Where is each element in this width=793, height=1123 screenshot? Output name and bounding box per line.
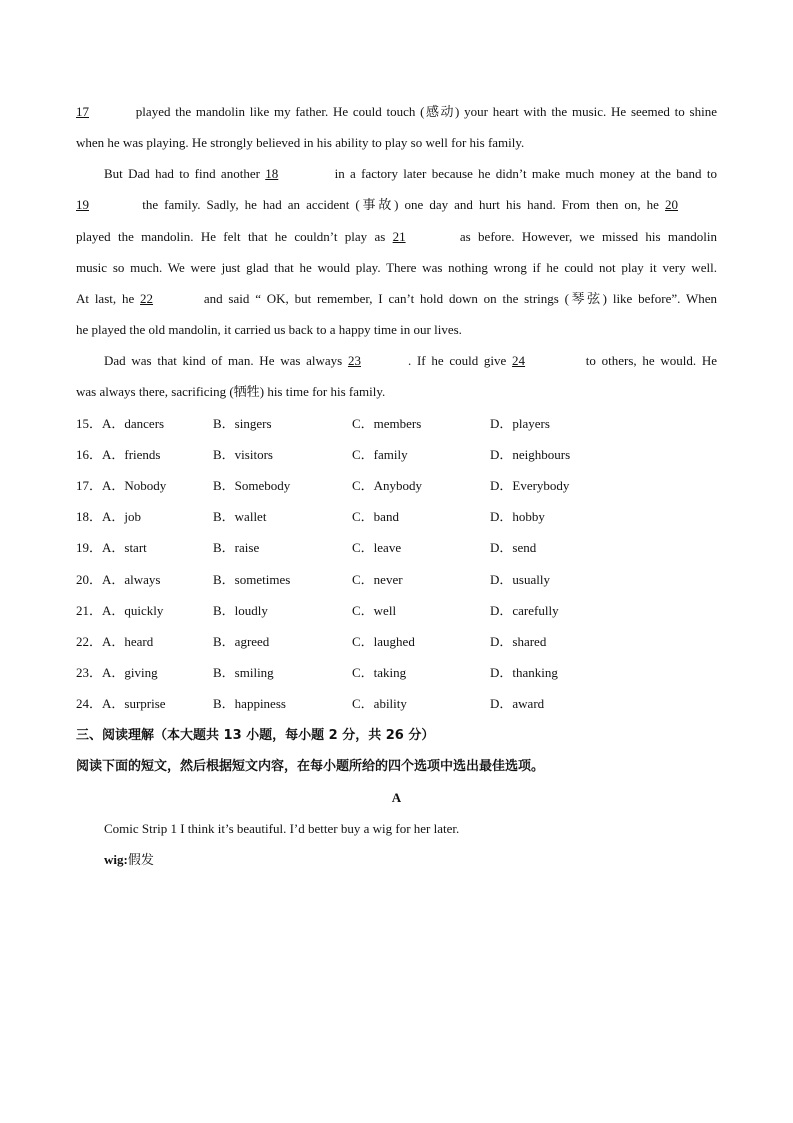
passage-line: music so much. We were just glad that he would play. There was nothing wrong if he could not play it very well.: [76, 260, 717, 275]
option-row-17: [76, 477, 717, 495]
option-row-22: [76, 633, 717, 651]
option-c[interactable]: C．band: [352, 509, 399, 524]
option-a[interactable]: 21．A．quickly: [76, 603, 164, 618]
option-b[interactable]: B．sometimes: [213, 572, 291, 587]
option-a[interactable]: 20．A．always: [76, 572, 161, 587]
blank-21: 21: [392, 229, 406, 244]
option-row-18: [76, 508, 717, 526]
passage-line: was always there, sacrificing (牺牲) his time for his family.: [76, 384, 386, 399]
option-b[interactable]: B．singers: [213, 416, 272, 431]
option-a[interactable]: 22．A．heard: [76, 634, 154, 649]
passage-line: when he was playing. He strongly believed in his ability to play so well for his family.: [76, 135, 525, 150]
option-b[interactable]: B．loudly: [213, 603, 268, 618]
option-c[interactable]: C．well: [352, 603, 397, 618]
option-d[interactable]: D．thanking: [490, 665, 558, 680]
option-a[interactable]: 17．A．Nobody: [76, 478, 167, 493]
option-d[interactable]: D．send: [490, 540, 537, 555]
section-title: 三、阅读理解（本大题共 13 小题，每小题 2 分，共 26 分）: [76, 728, 435, 743]
blank-20: 20: [665, 197, 678, 212]
vocab-gloss: [104, 851, 717, 869]
passage-line: 17 played the mandolin like my father. He could touch (感动) your heart with the music. He seemed to shine: [76, 104, 718, 119]
part-label: A: [391, 790, 402, 805]
passage-line: Dad was that kind of man. He was always 23 . If he could give 24 to others, he would. He: [104, 353, 717, 368]
option-d[interactable]: D．usually: [490, 572, 550, 587]
option-c[interactable]: C．laughed: [352, 634, 415, 649]
option-b[interactable]: B．raise: [213, 540, 260, 555]
gloss-definition: 假发: [127, 852, 154, 867]
passage-line: But Dad had to find another 18 in a factory later because he didn’t make much money at the band to: [104, 166, 717, 181]
option-b[interactable]: B．smiling: [213, 665, 274, 680]
option-row-21: [76, 602, 717, 620]
option-d[interactable]: D．neighbours: [490, 447, 571, 462]
gloss-term: wig:: [104, 852, 128, 867]
option-c[interactable]: C．ability: [352, 696, 407, 711]
option-row-24: [76, 695, 717, 713]
option-row-15: [76, 415, 717, 433]
option-d[interactable]: D．shared: [490, 634, 547, 649]
option-c[interactable]: C．never: [352, 572, 403, 587]
option-b[interactable]: B．visitors: [213, 447, 273, 462]
option-d[interactable]: D．hobby: [490, 509, 545, 524]
option-c[interactable]: C．Anybody: [352, 478, 423, 493]
blank-17: 17: [76, 104, 89, 119]
option-c[interactable]: C．members: [352, 416, 422, 431]
option-row-20: [76, 571, 717, 589]
option-d[interactable]: D．award: [490, 696, 545, 711]
passage-line: he played the old mandolin, it carried us back to a happy time in our lives.: [76, 322, 462, 337]
passage-line: 19 the family. Sadly, he had an accident (事故) one day and hurt his hand. From then on, he 20: [76, 196, 717, 214]
option-b[interactable]: B．agreed: [213, 634, 270, 649]
option-b[interactable]: B．happiness: [213, 696, 286, 711]
option-a[interactable]: 18．A．job: [76, 509, 142, 524]
blank-23: 23: [347, 353, 361, 368]
option-a[interactable]: 24．A．surprise: [76, 696, 166, 711]
blank-24: 24: [512, 353, 526, 368]
option-row-16: [76, 446, 717, 464]
passage-line: played the mandolin. He felt that he couldn’t play as 21 as before. However, we missed his mandolin: [76, 229, 717, 244]
option-a[interactable]: 15．A．dancers: [76, 416, 165, 431]
option-c[interactable]: C．family: [352, 447, 408, 462]
option-a[interactable]: 16．A．friends: [76, 447, 161, 462]
option-a[interactable]: 23．A．giving: [76, 665, 158, 680]
blank-22: 22: [140, 291, 154, 306]
option-c[interactable]: C．taking: [352, 665, 407, 680]
option-row-23: [76, 664, 717, 682]
blank-18: 18: [265, 166, 279, 181]
option-b[interactable]: B．Somebody: [213, 478, 291, 493]
comic-caption: Comic Strip 1 I think it’s beautiful. I’d better buy a wig for her later.: [104, 821, 460, 836]
section-instruction: 阅读下面的短文，然后根据短文内容，在每小题所给的四个选项中选出最佳选项。: [76, 759, 545, 774]
option-d[interactable]: D．players: [490, 416, 550, 431]
option-d[interactable]: D．Everybody: [490, 478, 570, 493]
option-d[interactable]: D．carefully: [490, 603, 559, 618]
option-b[interactable]: B．wallet: [213, 509, 267, 524]
option-a[interactable]: 19．A．start: [76, 540, 147, 555]
blank-19: 19: [76, 197, 89, 212]
passage-line: At last, he 22 and said “ OK, but remember, I can’t hold down on the strings (琴弦) like before”. When: [76, 291, 717, 306]
option-c[interactable]: C．leave: [352, 540, 402, 555]
option-row-19: [76, 539, 717, 557]
